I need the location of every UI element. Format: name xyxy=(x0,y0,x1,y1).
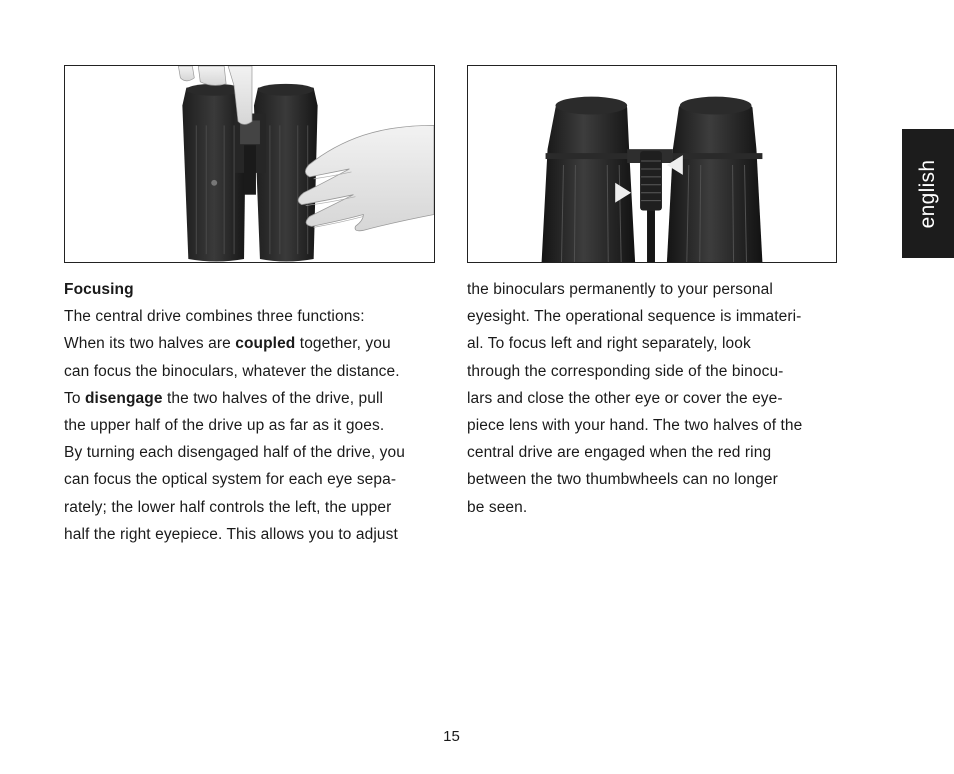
text-column-right xyxy=(467,276,847,521)
body-text-right xyxy=(467,276,847,521)
figure-hands-on-focus-drive xyxy=(64,65,435,263)
emphasized-term: disengage xyxy=(84,389,163,407)
body-left-line: can focus the optical system for each eye sepa- xyxy=(64,471,397,489)
language-tab-label: english xyxy=(916,159,939,228)
language-tab xyxy=(902,129,954,258)
body-left-line: half the right eyepiece. This allows you to adjust xyxy=(64,525,398,543)
body-right-line: through the corresponding side of the binocu- xyxy=(467,362,784,380)
page-number: 15 xyxy=(443,728,460,745)
body-left-line: To disengage the two halves of the drive, pull xyxy=(64,389,384,407)
body-left-line: By turning each disengaged half of the drive, you xyxy=(64,444,405,462)
central-drive-illustration xyxy=(468,66,836,262)
emphasized-term: coupled xyxy=(235,335,296,353)
body-right-line: between the two thumbwheels can no longer xyxy=(467,471,778,489)
body-right-line: eyesight. The operational sequence is immateri- xyxy=(467,308,802,326)
section-heading: Focusing xyxy=(64,281,134,298)
body-right-line: al. To focus left and right separately, look xyxy=(467,335,751,353)
body-right-line: central drive are engaged when the red ring xyxy=(467,444,772,462)
body-left-line: The central drive combines three functions: xyxy=(64,308,365,326)
figure-central-drive-closeup xyxy=(467,65,837,263)
body-right-line: the binoculars permanently to your personal xyxy=(467,281,773,298)
body-left-line: When its two halves are coupled together, you xyxy=(64,335,391,353)
binoculars-hands-illustration xyxy=(65,66,434,262)
body-right-line: be seen. xyxy=(467,498,528,516)
body-right-line: piece lens with your hand. The two halves of the xyxy=(467,417,803,435)
body-right-line: lars and close the other eye or cover the eye- xyxy=(467,389,783,407)
body-left-line: the upper half of the drive up as far as it goes. xyxy=(64,417,385,435)
text-column-left xyxy=(64,276,444,548)
body-text-left xyxy=(64,303,444,548)
body-left-line: can focus the binoculars, whatever the distance. xyxy=(64,362,400,380)
body-left-line: rately; the lower half controls the left, the upper xyxy=(64,498,392,516)
